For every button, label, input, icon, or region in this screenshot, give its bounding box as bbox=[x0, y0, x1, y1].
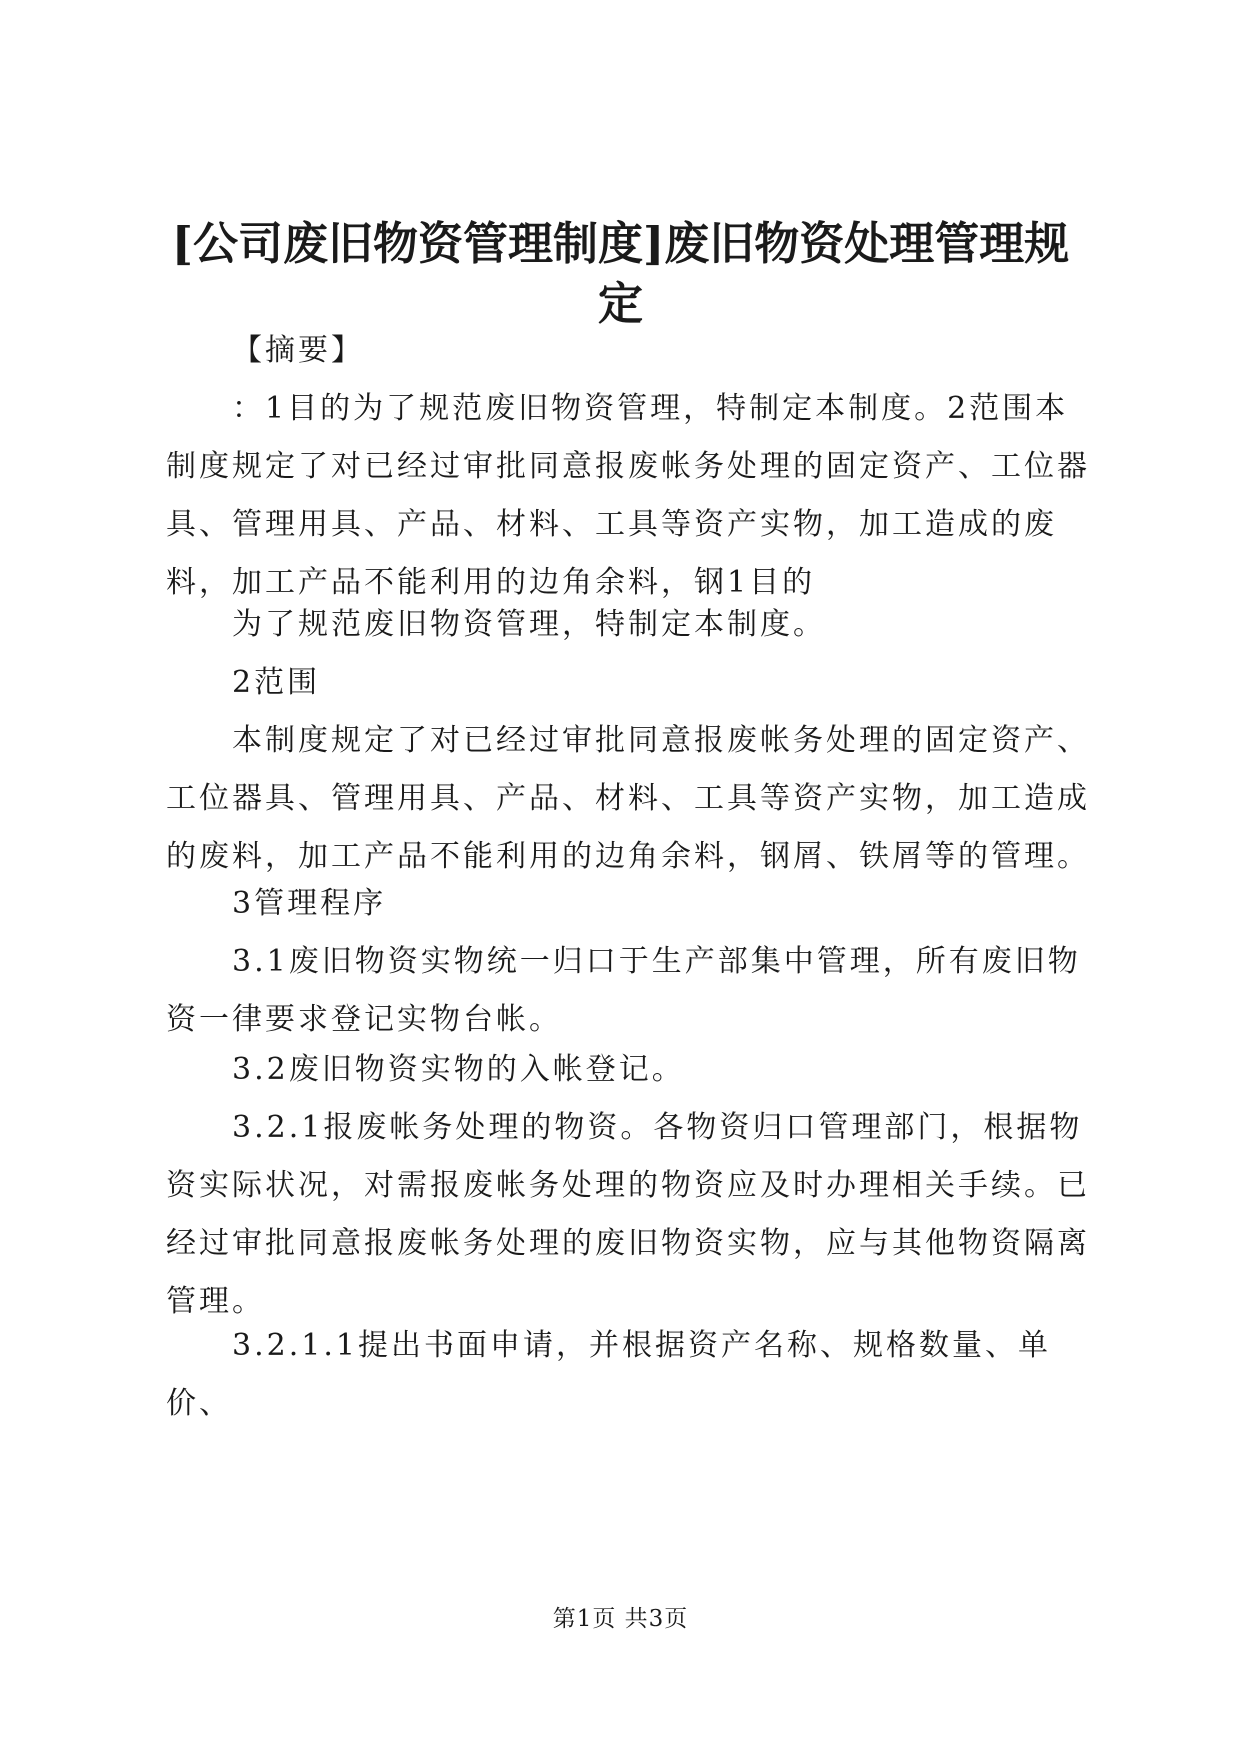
paragraph-3-1: 3.1废旧物资实物统一归口于生产部集中管理，所有废旧物资一律要求登记实物台帐。 bbox=[166, 944, 1081, 1037]
abstract-text: ：1目的为了规范废旧物资管理，特制定本制度。2范围本制度规定了对已经过审批同意报废帐务处理的固定资产、工位器具、管理用具、产品、材料、工具等资产实物，加工造成的废料，加工产品不能利用的边角余料，钢1目的 bbox=[166, 391, 1090, 600]
paragraph-3-2-1: 3.2.1报废帐务处理的物资。各物资归口管理部门，根据物资实际状况，对需报废帐务处理的物资应及时办理相关手续。已经过审批同意报废帐务处理的废旧物资实物，应与其他物资隔离管理。 bbox=[166, 1110, 1090, 1319]
page-footer: 第1页 共3页 bbox=[552, 1606, 689, 1632]
paragraph-3-2: 3.2废旧物资实物的入帐登记。 bbox=[232, 1052, 685, 1087]
paragraph-3-2-1-1: 3.2.1.1提出书面申请，并根据资产名称、规格数量、单价、 bbox=[166, 1328, 1051, 1421]
heading-procedure: 3管理程序 bbox=[232, 886, 387, 921]
abstract-label: 【摘要】 bbox=[232, 333, 364, 368]
heading-scope: 2范围 bbox=[232, 665, 321, 700]
document-title: [公司废旧物资管理制度]废旧物资处理管理规定 bbox=[171, 217, 1070, 330]
paragraph-purpose: 为了规范废旧物资管理，特制定本制度。 bbox=[232, 607, 826, 642]
paragraph-scope: 本制度规定了对已经过审批同意报废帐务处理的固定资产、工位器具、管理用具、产品、材料、工具等资产实物，加工造成的废料，加工产品不能利用的边角余料，钢屑、铁屑等的管理。 bbox=[166, 723, 1090, 874]
